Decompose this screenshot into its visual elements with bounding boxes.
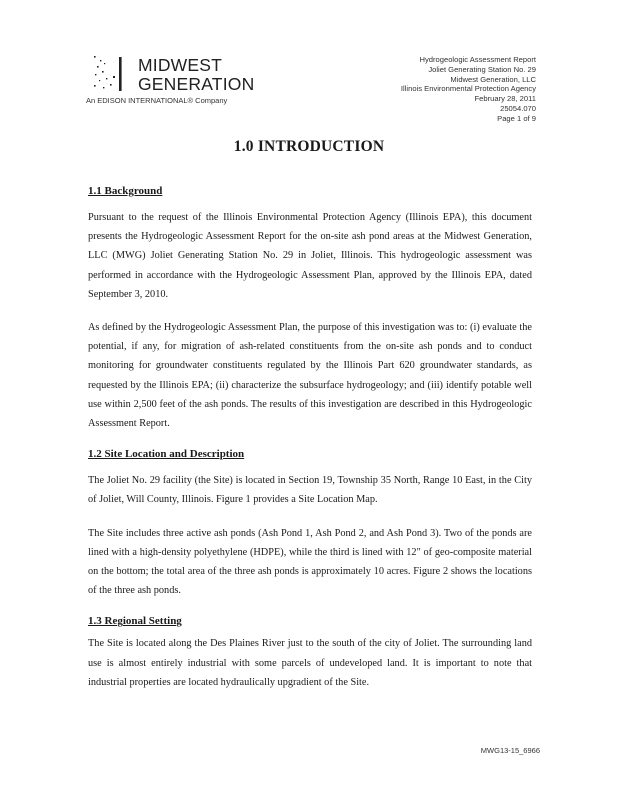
header-date: February 28, 2011 (474, 94, 536, 104)
logo-tagline: An EDISON INTERNATIONAL® Company (86, 96, 228, 105)
logo-mark-icon (92, 54, 124, 94)
header-page-number: Page 1 of 9 (497, 113, 536, 123)
logo-name-line1: MIDWEST (138, 55, 223, 75)
paragraph: As defined by the Hydrogeologic Assessment Plan, the purpose of this investigation was to: (i) evaluate the potential, if any, for migration of ash-related constituents from the on-site ash ponds and to conduct monitoring for groundwater constituents regulated by the Illinois Part 620 groundwater standards, as requested by the Illinois EPA; (ii) characterize the subsurface hydrogeology; and (iii) identify potable well use within 2,500 feet of the ash ponds. The results of this investigation are described in this Hydrogeologic Assessment Report. (88, 322, 532, 430)
paragraph: The Site is located along the Des Plaines River just to the south of the city of Joliet. The surrounding land use is almost entirely industrial with some parcels of undeveloped land. It is important to note that industrial properties are located hydraulically upgradient of the Site. (88, 638, 532, 688)
header-project-number: 25054.070 (500, 103, 536, 113)
logo-name (138, 56, 254, 94)
section-heading-background: 1.1 Background (88, 185, 163, 197)
bates-number: MWG13-15_6966 (480, 746, 540, 755)
logo-name-line2: GENERATION (138, 74, 255, 94)
document-header-info (401, 55, 536, 124)
paragraph: The Joliet No. 29 facility (the Site) is located in Section 19, Township 35 North, Range 10 East, in the City of Joliet, Will County, Illinois. Figure 1 provides a Site Location Map. (88, 475, 532, 506)
page-title: 1.0 INTRODUCTION (233, 138, 385, 155)
company-logo (86, 50, 276, 110)
header-station: Joliet Generating Station No. 29 (428, 64, 536, 74)
section-heading-regional: 1.3 Regional Setting (88, 615, 182, 628)
document-body (88, 184, 532, 706)
header-agency: Illinois Environmental Protection Agency (400, 84, 536, 94)
section-heading-site: 1.2 Site Location and Description (88, 448, 245, 461)
paragraph: The Site includes three active ash ponds (Ash Pond 1, Ash Pond 2, and Ash Pond 3). Two of the ponds are lined with a high-density polyethylene (HDPE), while the third is lined with 12" of geo-composite material on the bottom; the total area of the three ash ponds is approximately 10 acres. Figure 2 shows the locations of the three ash ponds. (88, 527, 532, 597)
header-report-title: Hydrogeologic Assessment Report (419, 55, 536, 64)
header-company: Midwest Generation, LLC (450, 74, 536, 84)
paragraph: Pursuant to the request of the Illinois Environmental Protection Agency (Illinois EPA), this document presents the Hydrogeologic Assessment Report for the on-site ash pond areas at the Midwest Generation, LLC (MWG) Joliet Generating Station No. 29 in Joliet, Illinois. This hydrogeologic assessment was performed in accordance with the Hydrogeologic Assessment Plan, approved by the Illinois EPA, dated September 3, 2010. (88, 212, 532, 300)
